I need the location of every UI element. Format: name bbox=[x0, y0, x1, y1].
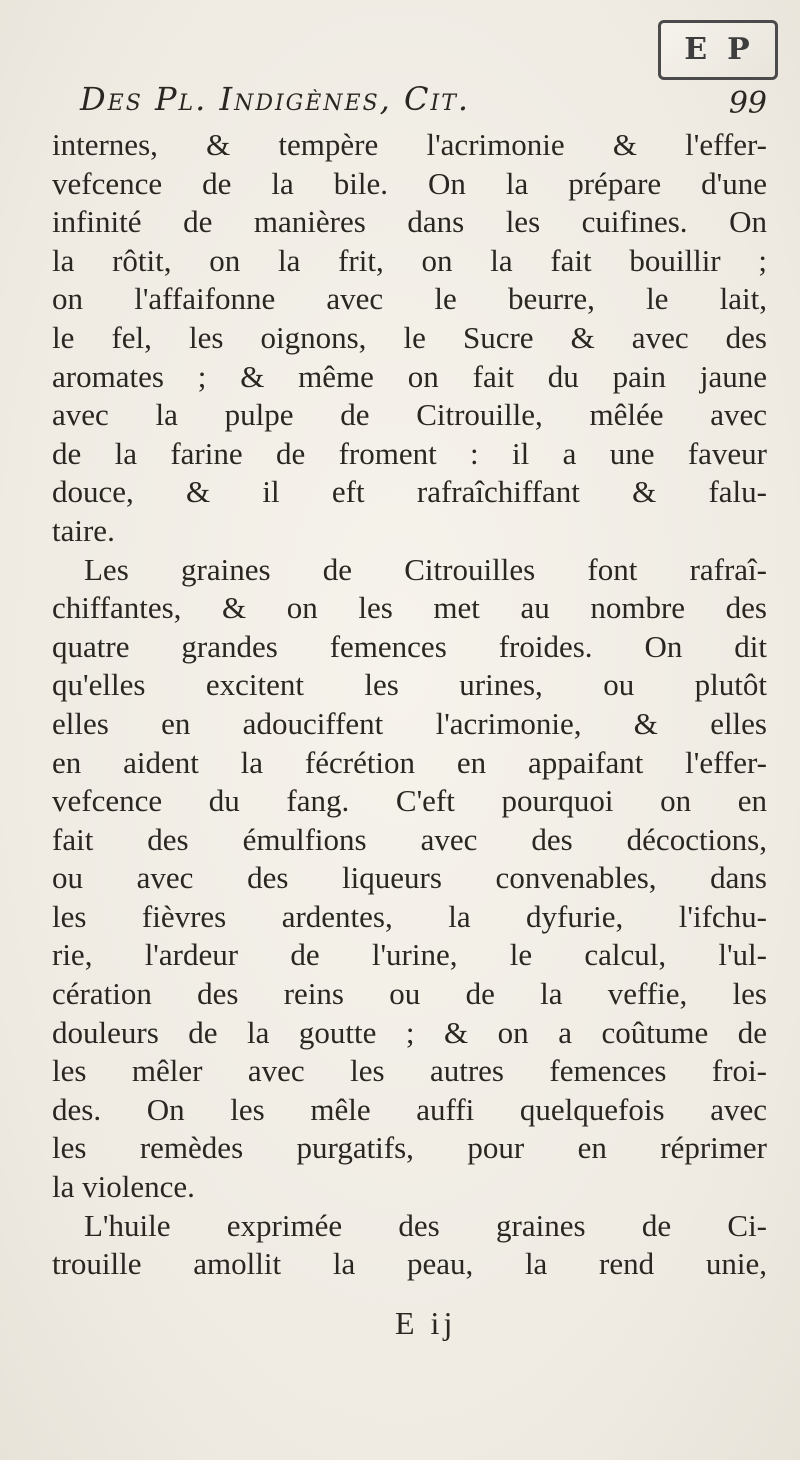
text-line: le fel, les oignons, le Sucre & avec des bbox=[52, 319, 767, 355]
signature-mark: E ij bbox=[395, 1305, 457, 1341]
text-line: douleurs de la goutte ; & on a coûtume de bbox=[52, 1014, 767, 1050]
text-line: qu'elles excitent les urines, ou plutôt bbox=[52, 667, 767, 703]
text-line: rie, l'ardeur de l'urine, le calcul, l'ul- bbox=[52, 937, 767, 973]
text-line: internes, & tempère l'acrimonie & l'effer- bbox=[52, 127, 767, 162]
paragraph bbox=[52, 126, 767, 551]
text-line: cération des reins ou de la veffie, les bbox=[52, 976, 767, 1012]
text-line: quatre grandes femences froides. On dit bbox=[52, 628, 767, 664]
paragraph bbox=[52, 551, 767, 1207]
text-line: L'huile exprimée des graines de Ci- bbox=[84, 1207, 767, 1243]
text-line: les remèdes purgatifs, pour en réprimer bbox=[52, 1130, 767, 1166]
text-line: taire. bbox=[52, 512, 115, 548]
body-text bbox=[52, 126, 767, 1284]
text-line: aromates ; & même on fait du pain jaune bbox=[52, 358, 767, 394]
text-line: la rôtit, on la frit, on la fait bouillir ; bbox=[52, 242, 767, 278]
running-header bbox=[52, 80, 767, 126]
text-line: des. On les mêle auffi quelquefois avec bbox=[52, 1091, 767, 1127]
stamp-letter-e: E bbox=[684, 32, 710, 67]
text-line: en aident la fécrétion en appaifant l'effer- bbox=[52, 744, 767, 780]
page-number: 99 bbox=[728, 86, 767, 121]
text-line: la violence. bbox=[52, 1169, 195, 1205]
running-title: Des Pl. Indigènes, Cit. bbox=[80, 80, 471, 118]
text-line: douce, & il eft rafraîchiffant & falu- bbox=[52, 474, 767, 510]
paragraph bbox=[52, 1207, 767, 1284]
text-line: fait des émulfions avec des décoctions, bbox=[52, 821, 767, 857]
text-line: les fièvres ardentes, la dyfurie, l'ifchu- bbox=[52, 898, 767, 934]
text-line: de la farine de froment : il a une faveur bbox=[52, 435, 767, 471]
text-line: infinité de manières dans les cuifines. On bbox=[52, 204, 767, 240]
text-line: vefcence de la bile. On la prépare d'une bbox=[52, 165, 767, 201]
text-line: elles en adouciffent l'acrimonie, & elles bbox=[52, 705, 767, 741]
library-stamp bbox=[658, 20, 778, 80]
text-line: vefcence du fang. C'eft pourquoi on en bbox=[52, 783, 767, 819]
stamp-letter-p: P bbox=[727, 32, 752, 67]
text-line: chiffantes, & on les met au nombre des bbox=[52, 590, 767, 626]
text-line: avec la pulpe de Citrouille, mêlée avec bbox=[52, 397, 767, 433]
text-line: Les graines de Citrouilles font rafraî- bbox=[84, 551, 767, 587]
text-line: trouille amollit la peau, la rend unie, bbox=[52, 1246, 767, 1282]
text-line: les mêler avec les autres femences froi- bbox=[52, 1053, 767, 1089]
text-line: ou avec des liqueurs convenables, dans bbox=[52, 860, 767, 896]
text-line: on l'affaifonne avec le beurre, le lait, bbox=[52, 281, 767, 317]
